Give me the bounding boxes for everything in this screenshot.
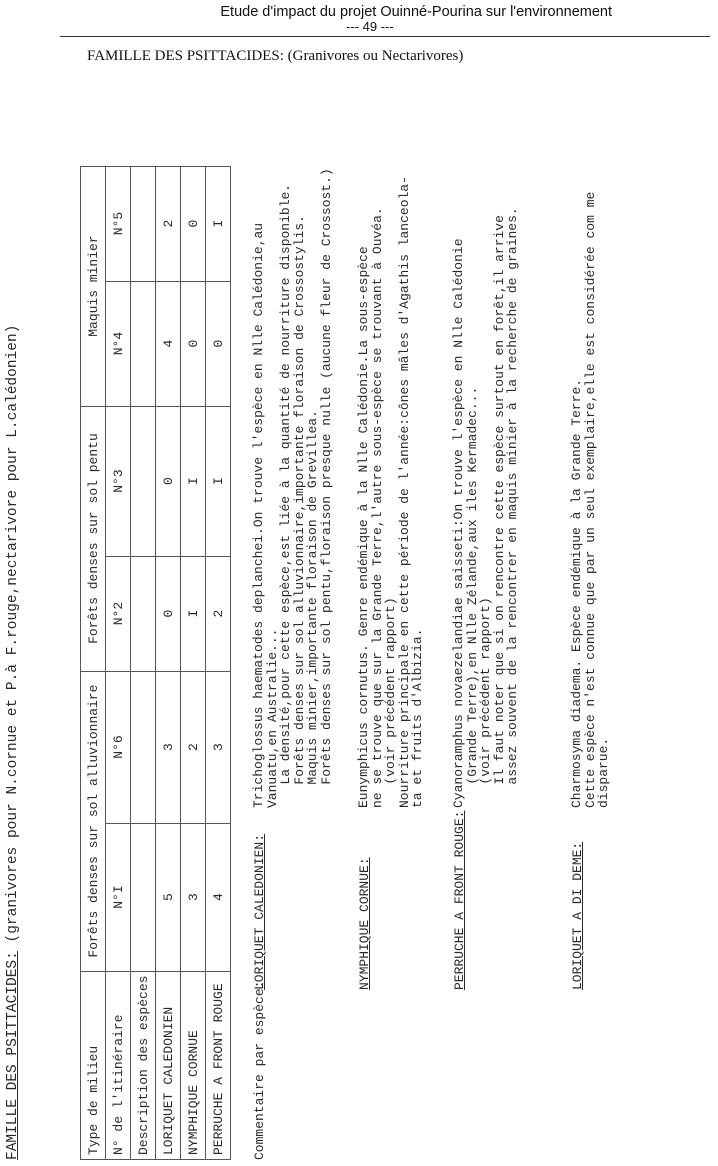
count-cell: 0 bbox=[181, 166, 206, 281]
count-cell: 3 bbox=[206, 671, 231, 823]
rotated-title bbox=[5, 325, 21, 1160]
habitat-table bbox=[80, 166, 231, 1160]
itinerary-cell: N°2 bbox=[106, 556, 131, 671]
page-header bbox=[0, 2, 718, 36]
species-name: PERRUCHE A FRONT ROUGE bbox=[206, 971, 231, 1159]
empty-cell bbox=[131, 406, 156, 556]
table-row-species bbox=[206, 166, 231, 1159]
document-title: Etude d'impact du projet Ouinné-Pourina sur l'environnement bbox=[220, 4, 612, 20]
species-comment-text: Eunymphicus cornutus. Genre endémique à la Nlle Calédonie.La sous-espèce ne se trouve que sur la Grande Terre,l'autre sous-espèce se trouvant à Ouvéa. (voir précédent rapport) Nourriture principale en cette période de l'année:cônes mâles d'Agathis lanceola- ta et fruits d'Albizia. bbox=[356, 176, 425, 808]
count-cell: 3 bbox=[181, 823, 206, 971]
count-cell: I bbox=[206, 406, 231, 556]
empty-cell bbox=[131, 823, 156, 971]
itinerary-cell: N°4 bbox=[106, 281, 131, 406]
species-comment-name: LORIQUET CALEDONIEN: bbox=[252, 833, 267, 990]
itinerary-cell: N°6 bbox=[106, 671, 131, 823]
species-name: NYMPHIQUE CORNUE bbox=[181, 971, 206, 1159]
count-cell: 0 bbox=[181, 281, 206, 406]
count-cell: 0 bbox=[156, 556, 181, 671]
species-comment-name: NYMPHIQUE CORNUE: bbox=[357, 857, 372, 990]
count-cell: 4 bbox=[156, 281, 181, 406]
count-cell: 0 bbox=[206, 281, 231, 406]
empty-cell bbox=[131, 166, 156, 281]
habitat-header-alluvial: Forêts denses sur sol alluvionnaire bbox=[81, 671, 106, 971]
row-label-type: Type de milieu bbox=[81, 971, 106, 1159]
rotated-content bbox=[0, 60, 660, 1160]
count-cell: I bbox=[181, 406, 206, 556]
count-cell: I bbox=[206, 166, 231, 281]
rotated-title-rest: (granivores pour N.cornue et P.à F.rouge,nectarivore pour L.calédonien) bbox=[5, 324, 21, 943]
row-label-itinerary: N° de l'itinéraire bbox=[106, 971, 131, 1159]
itinerary-cell: N°I bbox=[106, 823, 131, 971]
empty-cell bbox=[131, 556, 156, 671]
habitat-header-maquis: Maquis minier bbox=[81, 166, 106, 406]
table-row-species bbox=[181, 166, 206, 1159]
species-comments bbox=[252, 60, 652, 1160]
species-name: LORIQUET CALEDONIEN bbox=[156, 971, 181, 1159]
itinerary-cell: N°5 bbox=[106, 166, 131, 281]
table-row-description bbox=[131, 166, 156, 1159]
count-cell: 5 bbox=[156, 823, 181, 971]
empty-cell bbox=[131, 671, 156, 823]
count-cell: 3 bbox=[156, 671, 181, 823]
table-row-itinerary bbox=[106, 166, 131, 1159]
row-label-description: Description des espèces bbox=[131, 971, 156, 1159]
table-row-species bbox=[156, 166, 181, 1159]
count-cell: 4 bbox=[206, 823, 231, 971]
page-number: --- 49 --- bbox=[346, 19, 394, 34]
count-cell: 0 bbox=[156, 406, 181, 556]
species-comment-name: LORIQUET A DI DEME: bbox=[570, 841, 585, 990]
empty-cell bbox=[131, 281, 156, 406]
table-row-type bbox=[81, 166, 106, 1159]
species-comment-text: Trichoglossus haematodes deplanchei.On trouve l'espèce en Nlle Calédonie,au Vanuatu,en Australie... La densité,pour cette espèce,est liée à la quantité de nourriture disponible. Forêts denses sur sol alluvionnaire,importante floraison de Crossostylis. Maquis minier,importante floraison de Grevillea. Forêts denses sur sol pentu,floraison presque nulle (aucune fleur de Crossost.) bbox=[251, 168, 334, 808]
comments-label: Commentaire par espèce: bbox=[252, 980, 267, 1160]
count-cell: I bbox=[181, 556, 206, 671]
rotated-title-family: FAMILLE DES PSITTACIDES: bbox=[5, 951, 21, 1160]
count-cell: 2 bbox=[206, 556, 231, 671]
itinerary-cell: N°3 bbox=[106, 406, 131, 556]
header-rule bbox=[60, 36, 710, 37]
family-heading: FAMILLE DES PSITTACIDES: (Granivores ou Nectarivores) bbox=[87, 48, 464, 64]
count-cell: 2 bbox=[156, 166, 181, 281]
species-comment-text: Charmosyma diadema. Espèce endémique à la Grande Terre. Cette espèce n'est connue que par un seul exemplaire,elle est considérée com me disparue. bbox=[569, 191, 611, 808]
habitat-header-slope: Forêts denses sur sol pentu bbox=[81, 406, 106, 671]
species-comment-text: Cyanoramphus novaezelandiae saisseti:On trouve l'espèce en Nlle Calédonie (Grande Terre),en Nlle Zélande,aux iles Kermadec... (voir précédent rapport) Il faut noter que si on rencontre cette espèce surtout en forêt,il arrive assez souvent de la rencontrer en maquis minier à la recherche de graines. bbox=[451, 207, 520, 808]
species-comment-name: PERRUCHE A FRONT ROUGE: bbox=[452, 810, 467, 990]
count-cell: 2 bbox=[181, 671, 206, 823]
